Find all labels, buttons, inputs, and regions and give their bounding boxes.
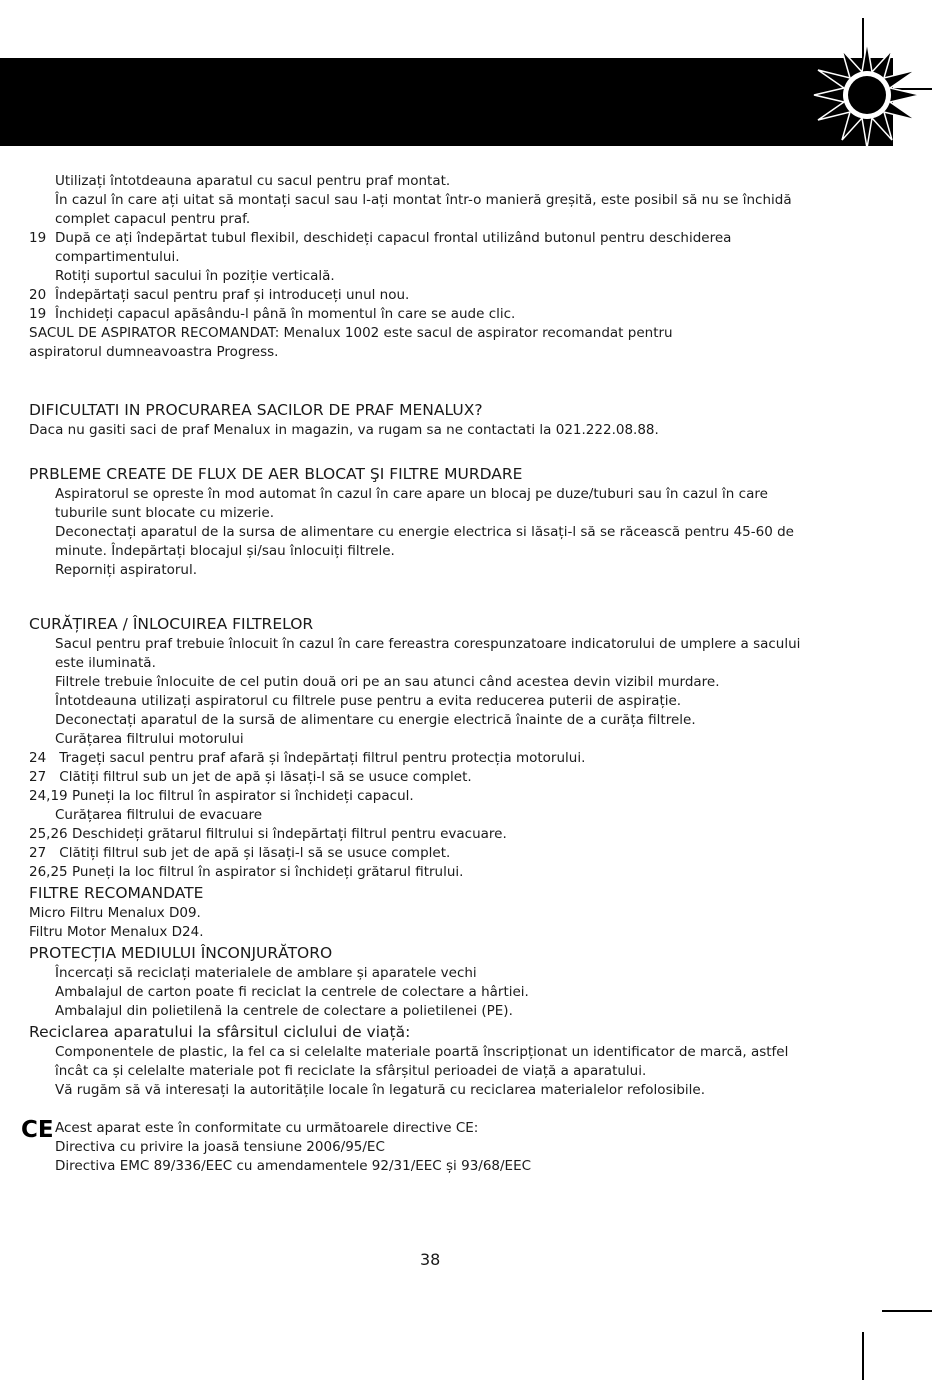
ce-mark-text: CE [21,1117,54,1140]
text-line: compartimentului. [55,249,180,265]
text-line: Puneți la loc filtrul în aspirator si închideți capacul. [71,788,414,804]
text-line: Întotdeauna utilizați aspiratorul cu filtrele puse pentru a evita reducerea puterii de aspirație. [55,693,682,709]
text-line: Rotiți suportul sacului în poziție verticală. [55,268,335,284]
text-line: Filtrele trebuie înlocuite de cel putin două ori pe an sau atunci când acestea devin vizibil murdare. [55,674,720,690]
text-line: Puneți la loc filtrul în aspirator si închideți grătarul fitrului. [71,864,464,880]
text-line: Aspiratorul se opreste în mod automat în cazul în care apare un blocaj pe duze/tuburi sau în cazul în care [55,486,768,502]
text-line: SACUL DE ASPIRATOR RECOMANDAT: Menalux 1002 este sacul de aspirator recomandat pentru [29,325,673,341]
section-heading: PRBLEME CREATE DE FLUX DE AER BLOCAT ŞI FILTRE MURDARE [29,465,523,483]
text-line: Daca nu gasiti saci de praf Menalux in magazin, va rugam sa ne contactati la 021.222.08.88. [29,422,659,438]
step-number: 27 [29,769,47,785]
step-number: 27 [29,845,47,861]
text-line: Ambalajul din polietilenă la centrele de colectare a polietilenei (PE). [55,1003,513,1019]
page-number: 38 [420,1250,441,1269]
text-line: Deconectați aparatul de la sursa de alimentare cu energie electrica si lăsați-l să se răcească pentru 45-60 de [55,524,794,540]
text-line: Micro Filtru Menalux D09. [29,905,201,921]
text-line: Curățarea filtrului motorului [55,731,244,747]
section-heading: DIFICULTATI IN PROCURAREA SACILOR DE PRAF MENALUX? [29,401,483,419]
registration-sun-icon [812,40,922,150]
text-line: Închideți capacul apăsându-l până în momentul în care se aude clic. [55,306,516,322]
text-line: Reporniți aspiratorul. [55,562,198,578]
text-line: Deconectați aparatul de la sursă de alimentare cu energie electrică înainte de a curăța filtrele. [55,712,696,728]
text-line: Încercați să reciclați materialele de amblare și aparatele vechi [55,965,477,981]
text-line: Sacul pentru praf trebuie înlocuit în cazul în care fereastra corespunzatoare indicatorului de umplere a sacului [55,636,801,652]
text-line: complet capacul pentru praf. [55,211,251,227]
text-line: Trageți sacul pentru praf afară și îndepărtați filtrul pentru protecția motorului. [59,750,586,766]
section-heading: PROTECȚIA MEDIULUI ÎNCONJURĂTORO [29,944,333,962]
text-line: tuburile sunt blocate cu mizerie. [55,505,274,521]
text-line: Acest aparat este în conformitate cu următoarele directive CE: [55,1120,479,1136]
crop-mark-bottom-horizontal [882,1310,932,1312]
step-number: 26,25 [29,864,68,880]
document-body [21,172,829,1176]
bag-instructions [29,172,829,362]
text-line: Directiva EMC 89/336/EEC cu amendamentele 92/31/EEC și 93/68/EEC [55,1158,532,1174]
text-line: Componentele de plastic, la fel ca si celelalte materiale poartă înscripționat un identificator de marcă, astfel [55,1044,789,1060]
step-number: 24,19 [29,788,68,804]
section-heading: FILTRE RECOMANDATE [29,884,204,902]
header-bar [0,58,893,146]
step-number: 25,26 [29,826,68,842]
crop-mark-bottom-vertical [862,1332,864,1380]
text-line: După ce ați îndepărtat tubul flexibil, deschideți capacul frontal utilizând butonul pentru deschiderea [55,230,732,246]
text-line: Clătiți filtrul sub jet de apă și lăsați-l să se usuce complet. [59,845,451,861]
text-line: Directiva cu privire la joasă tensiune 2006/95/EC [55,1139,385,1155]
section-heading: Reciclarea aparatului la sfârsitul ciclului de viață: [29,1023,411,1041]
text-line: Utilizați întotdeauna aparatul cu sacul pentru praf montat. [55,173,451,189]
text-line: Vă rugăm să vă interesați la autoritățile locale în legatură cu reciclarea materialelor refolosibile. [55,1082,706,1098]
text-line: încât ca și celelalte materiale pot fi reciclate la sfârșitul perioadei de viață a aparatului. [55,1063,647,1079]
text-line: Îndepărtați sacul pentru praf și introduceți unul nou. [55,287,410,303]
text-line: Curățarea filtrului de evacuare [55,807,263,823]
text-line: este iluminată. [55,655,156,671]
text-line: aspiratorul dumneavoastra Progress. [29,344,279,360]
ce-conformity-block [21,1117,829,1176]
text-line: Deschideți grătarul filtrului si îndepărtați filtrul pentru evacuare. [71,826,507,842]
step-number: 19 [29,306,47,322]
text-line: În cazul în care ați uitat să montați sacul sau l-ați montat într-o manieră greșită, este posibil să nu se închidă [55,192,792,208]
ce-mark-icon [21,1116,55,1140]
step-number: 24 [29,750,47,766]
step-number: 19 [29,230,47,246]
text-line: minute. Îndepărtați blocajul și/sau înlocuiți filtrele. [55,543,395,559]
text-line: Clătiți filtrul sub un jet de apă și lăsați-l să se usuce complet. [59,769,472,785]
text-line: Ambalajul de carton poate fi reciclat la centrele de colectare a hârtiei. [55,984,529,1000]
section-heading: CURĂȚIREA / ÎNLOCUIREA FILTRELOR [29,615,314,633]
step-number: 20 [29,287,47,303]
text-line: Filtru Motor Menalux D24. [29,924,204,940]
